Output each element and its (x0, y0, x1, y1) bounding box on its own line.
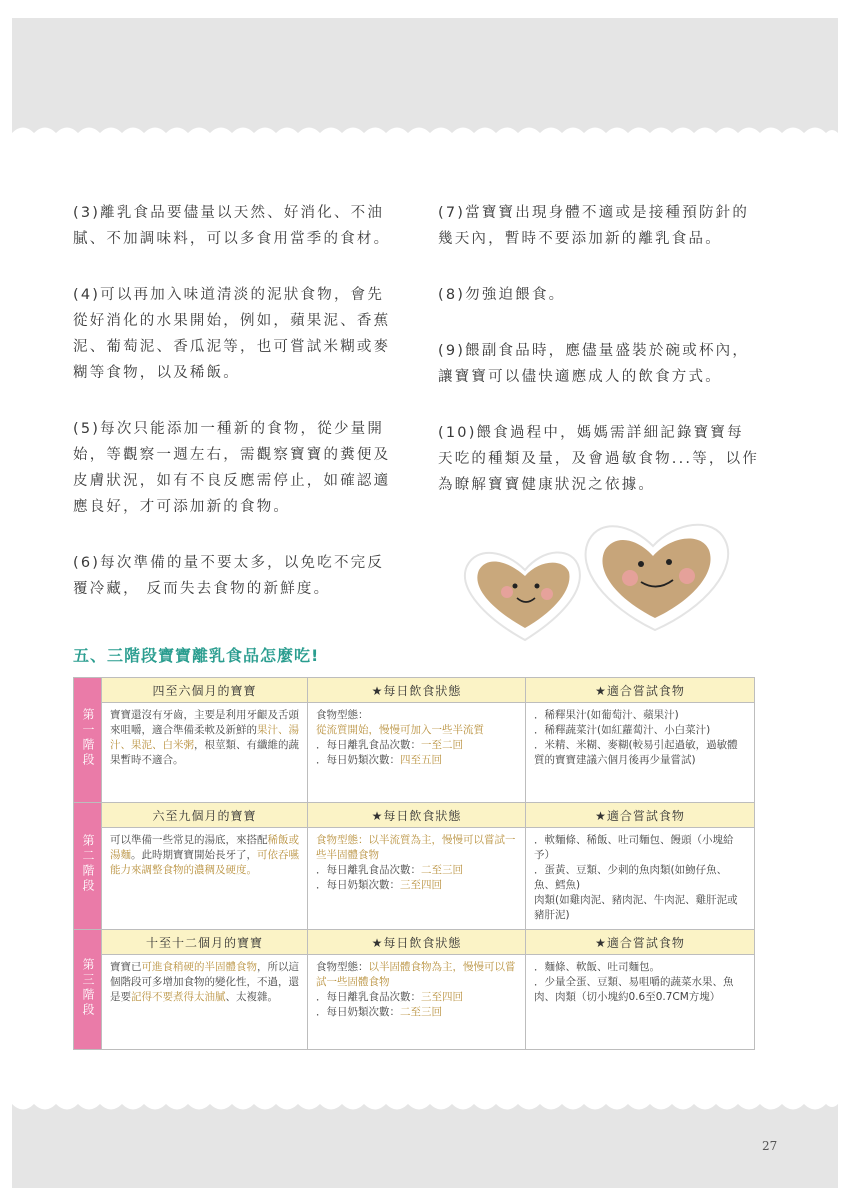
stage-1-food-item: ．米精、米糊、麥糊(較易引起過敏，過敏體質的寶寶建議六個月後再少量嘗試) (534, 739, 738, 766)
small-heart-bowl (465, 552, 580, 640)
paragraph-item-7: (7)當寶寶出現身體不適或是接種預防針的幾天內，暫時不要添加新的離乳食品。 (438, 205, 750, 247)
stage-2-food-item: ．軟麵條、稀飯、吐司麵包、饅頭（小塊給予） (534, 834, 734, 861)
large-heart-bowl (586, 525, 729, 630)
stage-1-milk-label: ．每日奶類次數： (316, 754, 400, 766)
stage-3-description (102, 955, 308, 1050)
stage-2-label (74, 803, 102, 930)
stage-2-foods (526, 828, 755, 930)
stage-3-desc-text: 寶寶已 (110, 961, 142, 973)
stage-3-desc-text-end: 、太複雜。 (225, 991, 278, 1003)
stage-3-meal-label: ．每日離乳食品次數： (316, 991, 421, 1003)
stage-3-status-header: ★每日飲食狀態 (308, 930, 526, 955)
left-text-column (73, 200, 393, 632)
bottom-wave-edge (12, 1093, 838, 1115)
heart-bowls-illustration (455, 518, 755, 648)
stage-2-milk-value: 三至四回 (400, 879, 442, 891)
stage-2-milk-label: ．每日奶類次數： (316, 879, 400, 891)
stage-3-foods (526, 955, 755, 1050)
stage-1-age-header: 四至六個月的寶寶 (102, 678, 308, 703)
section-title: 五、三階段寶寶離乳食品怎麼吃! (73, 646, 320, 665)
stage-3-milk-value: 二至三回 (400, 1006, 442, 1018)
stage-1-foods (526, 703, 755, 803)
paragraph-item-3: (3)離乳食品要儘量以天然、好消化、不油膩、不加調味料，可以多食用當季的食材。 (73, 205, 391, 247)
top-decorative-band (12, 18, 838, 133)
stage-1-desc-text: 寶寶還沒有牙齒，主要是利用牙齦及舌頭來咀嚼，適合準備柔軟及新鮮的 (110, 709, 299, 736)
stage-2-desc-text: 可以準備一些常見的湯底，來搭配 (110, 834, 268, 846)
stage-3-header-row (74, 930, 755, 955)
stage-1-food-item: ．稀釋蔬菜汁(如紅蘿蔔汁、小白菜汁) (534, 724, 711, 736)
stage-3-desc-text-mid: ，所以這個階段可多增加食物的變化性，不過，還是要 (110, 961, 299, 1003)
stage-3-status (308, 955, 526, 1050)
stage-3-type-text: 以半固體食物為主，慢慢可以嘗試一些固體食物 (316, 961, 516, 988)
stage-3-food-item: ．麵條、軟飯、吐司麵包。 (534, 961, 660, 973)
stage-2-food-item: 肉類(如雞肉泥、豬肉泥、牛肉泥、雞肝泥或豬肝泥) (534, 894, 738, 921)
stage-2-description (102, 828, 308, 930)
stage-3-label-text: 第三階段 (81, 957, 95, 1018)
paragraph-item-5: (5)每次只能添加一種新的食物，從少量開始，等觀察一週左右，需觀察寶寶的糞便及皮膚狀況，如有不良反應需停止，如確認適應良好，才可添加新的食物。 (73, 421, 391, 515)
stage-1-status (308, 703, 526, 803)
stage-1-food-item: ．稀釋果汁(如葡萄汁、蘋果汁) (534, 709, 679, 721)
stage-2-header-row (74, 803, 755, 828)
stage-3-foods-header: ★適合嘗試食物 (526, 930, 755, 955)
paragraph-item-8: (8)勿強迫餵食。 (438, 287, 566, 303)
stage-2-content-row (74, 828, 755, 930)
stage-2-desc-highlight: 稀飯或湯麵 (110, 834, 299, 861)
stage-1-foods-header: ★適合嘗試食物 (526, 678, 755, 703)
stage-2-type-text: 食物型態：以半流質為主，慢慢可以嘗試一些半固體食物 (316, 834, 516, 861)
stage-2-status-header: ★每日飲食狀態 (308, 803, 526, 828)
top-wave-edge (12, 122, 838, 144)
paragraph-item-4: (4)可以再加入味道清淡的泥狀食物，會先從好消化的水果開始，例如，蘋果泥、香蕉泥、葡萄泥、香瓜泥等，也可嘗試米糊或麥糊等食物，以及稀飯。 (73, 287, 391, 381)
stage-1-label-text: 第一階段 (81, 708, 95, 768)
stage-3-age-header: 十至十二個月的寶寶 (102, 930, 308, 955)
stage-2-desc-highlight-end: 可依吞嚥能力來調整食物的濃稠及硬度。 (110, 849, 299, 876)
stage-1-desc-highlight: 果汁、湯汁、果泥、白米粥 (110, 724, 299, 751)
stage-2-status (308, 828, 526, 930)
stage-2-desc-text-mid: 。此時期寶寶開始長牙了， (131, 849, 257, 861)
stage-3-type-label: 食物型態： (316, 961, 369, 973)
stage-table (73, 677, 755, 1050)
stage-3-desc-highlight: 可進食稍硬的半固體食物 (141, 961, 257, 973)
paragraph-item-6: (6)每次準備的量不要太多，以免吃不完反覆冷藏， 反而失去食物的新鮮度。 (73, 555, 385, 597)
stage-1-meal-label: ．每日離乳食品次數： (316, 739, 421, 751)
stage-1-description (102, 703, 308, 803)
stage-1-meal-value: 一至二回 (421, 739, 463, 751)
stage-3-content-row (74, 955, 755, 1050)
stage-2-label-text: 第二階段 (81, 834, 95, 894)
stage-1-type-label: 食物型態： (316, 709, 369, 721)
stage-1-desc-text-end: ，根莖類、有纖維的蔬果暫時不適合。 (110, 739, 299, 766)
stage-1-status-header: ★每日飲食狀態 (308, 678, 526, 703)
stage-3-meal-value: 三至四回 (421, 991, 463, 1003)
stage-1-milk-value: 四至五回 (400, 754, 442, 766)
stage-2-meal-value: 二至三回 (421, 864, 463, 876)
paragraph-item-9: (9)餵副食品時，應儘量盛裝於碗或杯內，讓寶寶可以儘快適應成人的飲食方式。 (438, 343, 750, 385)
stage-3-label (74, 930, 102, 1050)
stage-2-meal-label: ．每日離乳食品次數： (316, 864, 421, 876)
stage-1-type-text: 從流質開始，慢慢可加入一些半流質 (316, 724, 484, 736)
paragraph-item-10: (10)餵食過程中，媽媽需詳細記錄寶寶每天吃的種類及量，及會過敏食物...等，以作為瞭解寶寶健康狀況之依據。 (438, 425, 760, 493)
stage-2-age-header: 六至九個月的寶寶 (102, 803, 308, 828)
stage-1-label (74, 678, 102, 803)
stage-3-milk-label: ．每日奶類次數： (316, 1006, 400, 1018)
right-text-column (438, 200, 760, 528)
stage-1-content-row (74, 703, 755, 803)
stage-2-food-item: ．蛋黃、豆類、少刺的魚肉類(如魩仔魚、魚、鱈魚) (534, 864, 728, 891)
page-number: 27 (762, 1139, 778, 1153)
stage-3-food-item: ．少量全蛋、豆類、易咀嚼的蔬菜水果、魚肉、肉類（切小塊約0.6至0.7CM方塊） (534, 976, 734, 1003)
stage-1-header-row (74, 678, 755, 703)
stage-3-desc-highlight-end: 記得不要煮得太油膩 (131, 991, 226, 1003)
stage-2-foods-header: ★適合嘗試食物 (526, 803, 755, 828)
